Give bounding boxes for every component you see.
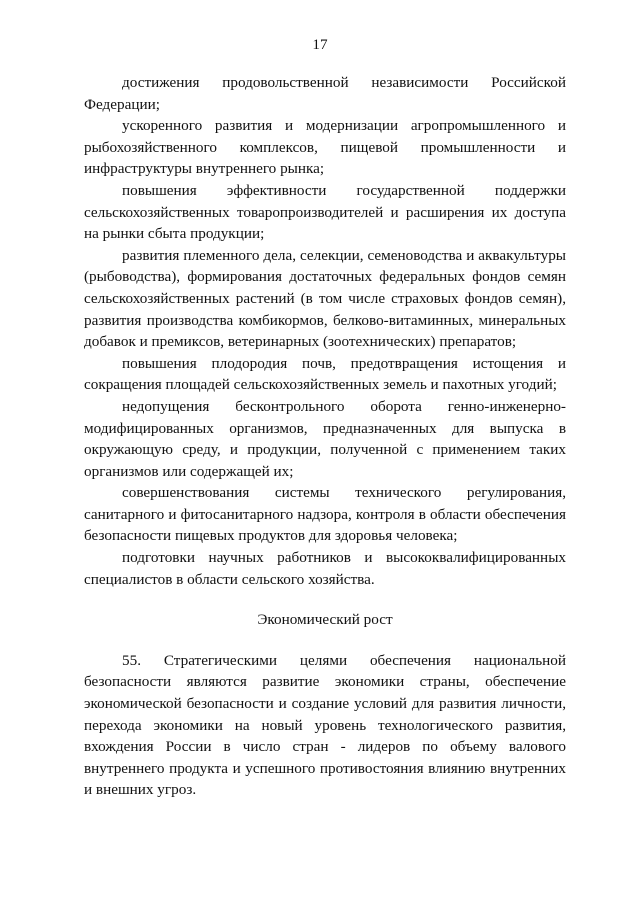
paragraph-state-support: повышения эффективности государственной поддержки сельскохозяйственных товаропроизводителей и расширения их доступа на рынки сбыта продукции; [84, 181, 566, 243]
paragraph-breeding-seeds: развития племенного дела, селекции, семеноводства и аквакультуры (рыбоводства), формирования достаточных федеральных фондов семян сельскохозяйственных растений (в том числе страховых фондов семян), развития производства комбикормов, белково-витаминных, минеральных добавок и премиксов, ветеринарных (зоотехнических) препаратов; [84, 246, 566, 351]
paragraph-specialist-training: подготовки научных работников и высококвалифицированных специалистов в области сельского хозяйства. [84, 549, 566, 588]
page-content [84, 72, 566, 801]
paragraph-economic-growth-goals: 55. Стратегическими целями обеспечения национальной безопасности являются развитие экономики страны, обеспечение экономической безопасности и создание условий для развития личности, перехода экономики на новый уровень технологического развития, вхождения России в число стран - лидеров по объему валового внутреннего продукта и успешного противостояния влиянию внутренних и внешних угроз. [84, 651, 566, 799]
paragraph-gmo-control: недопущения бесконтрольного оборота генно-инженерно-модифицированных организмов, предназначенных для выпуска в окружающую среду, и продукции, полученной с применением таких организмов или содержащей их; [84, 397, 566, 480]
paragraph-soil-fertility: повышения плодородия почв, предотвращения истощения и сокращения площадей сельскохозяйственных земель и пахотных угодий; [84, 354, 566, 394]
paragraph-agro-modernization: ускоренного развития и модернизации агропромышленного и рыбохозяйственного комплексов, пищевой промышленности и инфраструктуры внутреннего рынка; [84, 117, 566, 178]
page-number: 17 [312, 36, 328, 53]
paragraph-food-independence: достижения продовольственной независимости Российской Федерации; [84, 74, 566, 113]
section-heading: Экономический рост [257, 611, 393, 629]
paragraph-technical-regulation: совершенствования системы технического регулирования, санитарного и фитосанитарного надзора, контроля в области обеспечения безопасности пищевых продуктов для здоровья человека; [84, 484, 566, 545]
